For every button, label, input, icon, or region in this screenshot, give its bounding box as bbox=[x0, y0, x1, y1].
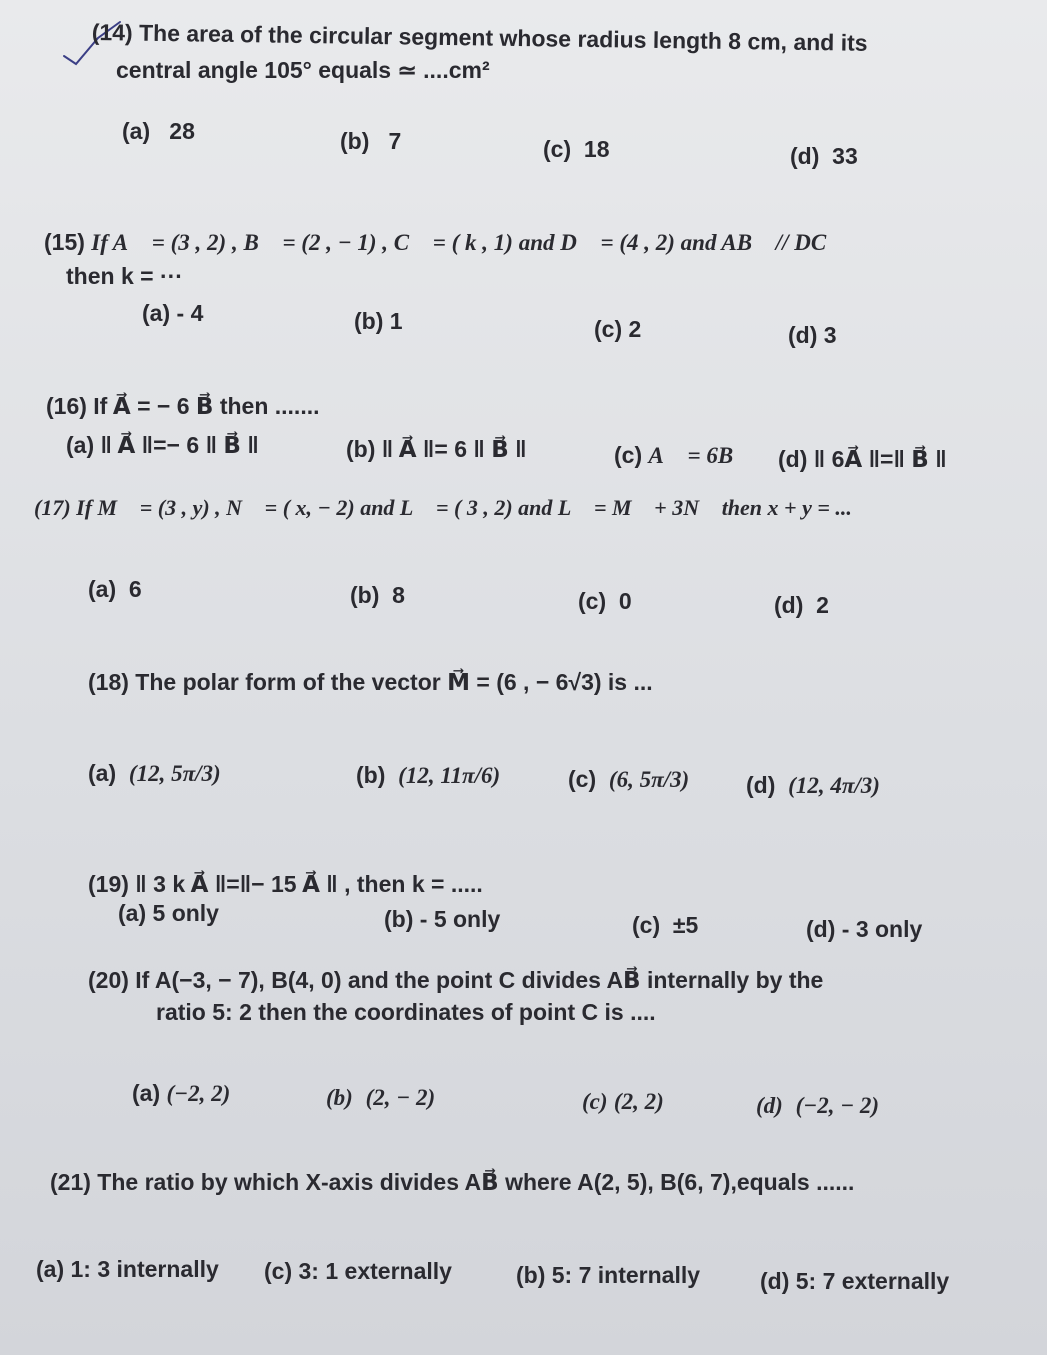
question-20-option-d[interactable]: (d) (−2, − 2) bbox=[756, 1093, 880, 1118]
question-18 bbox=[88, 668, 653, 696]
question-21-text: The ratio by which X-axis divides AB⃗ where A(2, 5), B(6, 7),equals ...... bbox=[97, 1169, 855, 1195]
question-19-text: ‖ 3 k A⃗ ‖=‖− 15 A⃗ ‖ , then k = ..... bbox=[135, 871, 483, 897]
question-14-option-d[interactable]: (d) 33 bbox=[790, 143, 858, 169]
question-15 bbox=[44, 228, 844, 257]
question-21-option-c[interactable]: (c) 3: 1 externally bbox=[264, 1258, 452, 1284]
question-15-text: If A⃗ = (3 , 2) , B⃗ = (2 , − 1) , C⃗ = ( k , 1) and D⃗ = (4 , 2) and AB⃗ // DC⃗ bbox=[91, 230, 845, 255]
question-20-option-b[interactable]: (b) (2, − 2) bbox=[326, 1085, 436, 1110]
question-16 bbox=[46, 392, 320, 420]
question-15-option-a[interactable]: (a) - 4 bbox=[142, 300, 204, 326]
question-19-number: (19) bbox=[88, 871, 129, 897]
question-17-number: (17) bbox=[34, 495, 71, 520]
question-19 bbox=[88, 870, 483, 898]
question-15-option-b[interactable]: (b) 1 bbox=[354, 308, 403, 334]
question-16-option-b[interactable]: (b) ‖ A⃗ ‖= 6 ‖ B⃗ ‖ bbox=[346, 436, 527, 462]
question-14-line2: central angle 105° equals ≃ ....cm² bbox=[116, 57, 490, 83]
question-21-option-a[interactable]: (a) 1: 3 internally bbox=[36, 1256, 219, 1282]
question-20-option-a[interactable]: (a) (−2, 2) bbox=[132, 1080, 231, 1106]
question-19-option-b[interactable]: (b) - 5 only bbox=[384, 906, 501, 932]
question-15-number: (15) bbox=[44, 229, 85, 255]
question-19-option-d[interactable]: (d) - 3 only bbox=[806, 916, 923, 942]
question-15-option-d[interactable]: (d) 3 bbox=[788, 322, 837, 348]
question-16-option-c[interactable]: (c) A⃗ = 6B⃗ bbox=[614, 442, 752, 468]
question-14 bbox=[92, 18, 868, 57]
question-18-number: (18) bbox=[88, 669, 129, 695]
question-19-option-a[interactable]: (a) 5 only bbox=[118, 900, 219, 926]
question-16-text: If A⃗ = − 6 B⃗ then ....... bbox=[93, 393, 320, 419]
question-21-option-d[interactable]: (d) 5: 7 externally bbox=[760, 1268, 950, 1294]
question-15-option-c[interactable]: (c) 2 bbox=[594, 316, 642, 342]
question-20-line2: ratio 5: 2 then the coordinates of point C is .... bbox=[156, 999, 656, 1025]
question-20-number: (20) bbox=[88, 967, 129, 993]
question-16-option-a[interactable]: (a) ‖ A⃗ ‖=− 6 ‖ B⃗ ‖ bbox=[66, 432, 259, 458]
question-14-number: (14) bbox=[91, 18, 133, 46]
question-20-text: If A(−3, − 7), B(4, 0) and the point C divides AB⃗ internally by the bbox=[135, 967, 824, 993]
question-18-option-c[interactable]: (c) (6, 5π/3) bbox=[568, 766, 690, 792]
question-16-option-d[interactable]: (d) ‖ 6A⃗ ‖=‖ B⃗ ‖ bbox=[778, 446, 947, 472]
question-19-option-c[interactable]: (c) ±5 bbox=[632, 912, 699, 938]
question-14-text: The area of the circular segment whose radius length 8 cm, and its bbox=[138, 19, 868, 56]
question-20 bbox=[88, 966, 823, 994]
question-17-option-d[interactable]: (d) 2 bbox=[774, 592, 829, 618]
question-17 bbox=[34, 494, 852, 522]
question-18-option-a[interactable]: (a) (12, 5π/3) bbox=[88, 760, 221, 786]
question-17-text: If M⃗ = (3 , y) , N⃗ = ( x, − 2) and L⃗ = ( 3 , 2) and L⃗ = M⃗ + 3N⃗ then x + y = ... bbox=[76, 495, 852, 520]
question-17-option-a[interactable]: (a) 6 bbox=[88, 576, 142, 602]
question-15-line2: then k = ··· bbox=[66, 263, 183, 289]
question-16-number: (16) bbox=[46, 393, 87, 419]
question-20-option-c[interactable]: (c) (2, 2) bbox=[582, 1089, 664, 1114]
question-18-text: The polar form of the vector M⃗ = (6 , − 6√3) is ... bbox=[135, 669, 653, 695]
question-21-option-b[interactable]: (b) 5: 7 internally bbox=[516, 1262, 701, 1288]
question-14-option-a[interactable]: (a) 28 bbox=[122, 118, 195, 144]
question-21 bbox=[50, 1168, 854, 1196]
question-14-option-b[interactable]: (b) 7 bbox=[340, 128, 402, 154]
question-18-option-d[interactable]: (d) (12, 4π/3) bbox=[746, 772, 880, 798]
question-18-option-b[interactable]: (b) (12, 11π/6) bbox=[356, 762, 501, 788]
question-17-option-c[interactable]: (c) 0 bbox=[578, 588, 632, 614]
question-14-option-c[interactable]: (c) 18 bbox=[543, 136, 610, 162]
question-17-option-b[interactable]: (b) 8 bbox=[350, 582, 405, 608]
question-21-number: (21) bbox=[50, 1169, 91, 1195]
